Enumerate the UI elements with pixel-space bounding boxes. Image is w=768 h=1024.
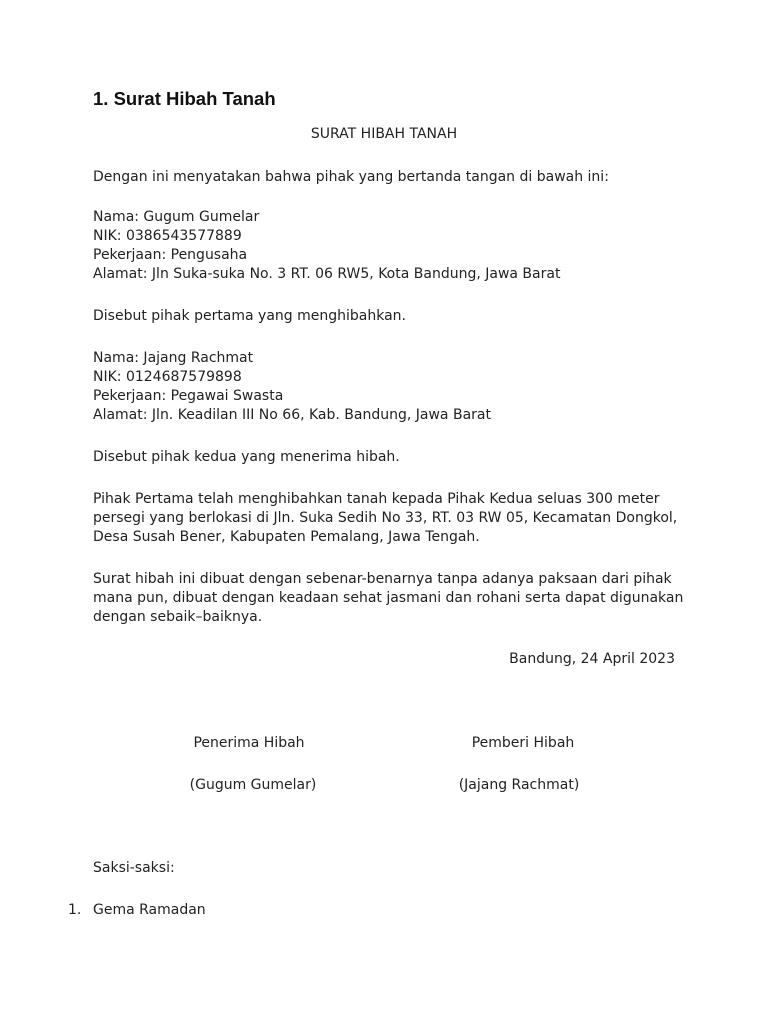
first-party-details [93,208,683,284]
second-party-nik: NIK: 0124687579898 [93,369,242,385]
receiver-signature-name: (Gugum Gumelar) [189,777,317,793]
closing-statement-line: Surat hibah ini dibuat dengan sebenar-benarnya tanpa adanya paksaan dari pihak [93,571,672,587]
giver-signature-name: (Jajang Rachmat) [458,777,580,793]
grant-statement-paragraph [93,490,683,547]
second-party-address: Alamat: Jln. Keadilan III No 66, Kab. Bandung, Jawa Barat [93,407,491,423]
giver-label: Pemberi Hibah [471,735,575,751]
first-party-job: Pekerjaan: Pengusaha [93,247,248,263]
grant-statement-line: Desa Susah Bener, Kabupaten Pemalang, Jawa Tengah. [93,529,480,545]
first-party-nik: NIK: 0386543577889 [93,228,242,244]
witness-name: Gema Ramadan [93,902,206,918]
document-title: SURAT HIBAH TANAH [310,126,458,142]
grant-statement-line: persegi yang berlokasi di Jln. Suka Sedih No 33, RT. 03 RW 05, Kecamatan Dongkol, [93,510,678,526]
second-party-job: Pekerjaan: Pegawai Swasta [93,388,284,404]
closing-statement-line: dengan sebaik–baiknya. [93,609,263,625]
place-date: Bandung, 24 April 2023 [509,651,675,667]
second-party-name: Nama: Jajang Rachmat [93,350,254,366]
grant-statement-line: Pihak Pertama telah menghibahkan tanah kepada Pihak Kedua seluas 300 meter [93,491,660,507]
receiver-label: Penerima Hibah [193,735,305,751]
first-party-address: Alamat: Jln Suka-suka No. 3 RT. 06 RW5, Kota Bandung, Jawa Barat [93,266,561,282]
witness-list-item [68,901,206,920]
first-party-role: Disebut pihak pertama yang menghibahkan. [93,308,407,324]
second-party-role: Disebut pihak kedua yang menerima hibah. [93,449,400,465]
witness-number: 1. [68,902,82,918]
section-heading: 1. Surat Hibah Tanah [93,88,276,109]
first-party-name: Nama: Gugum Gumelar [93,209,260,225]
closing-statement-line: mana pun, dibuat dengan keadaan sehat jasmani dan rohani serta dapat digunakan [93,590,684,606]
witnesses-label: Saksi-saksi: [93,860,175,876]
closing-statement-paragraph [93,570,683,627]
second-party-details [93,349,683,425]
intro-paragraph: Dengan ini menyatakan bahwa pihak yang bertanda tangan di bawah ini: [93,169,609,185]
